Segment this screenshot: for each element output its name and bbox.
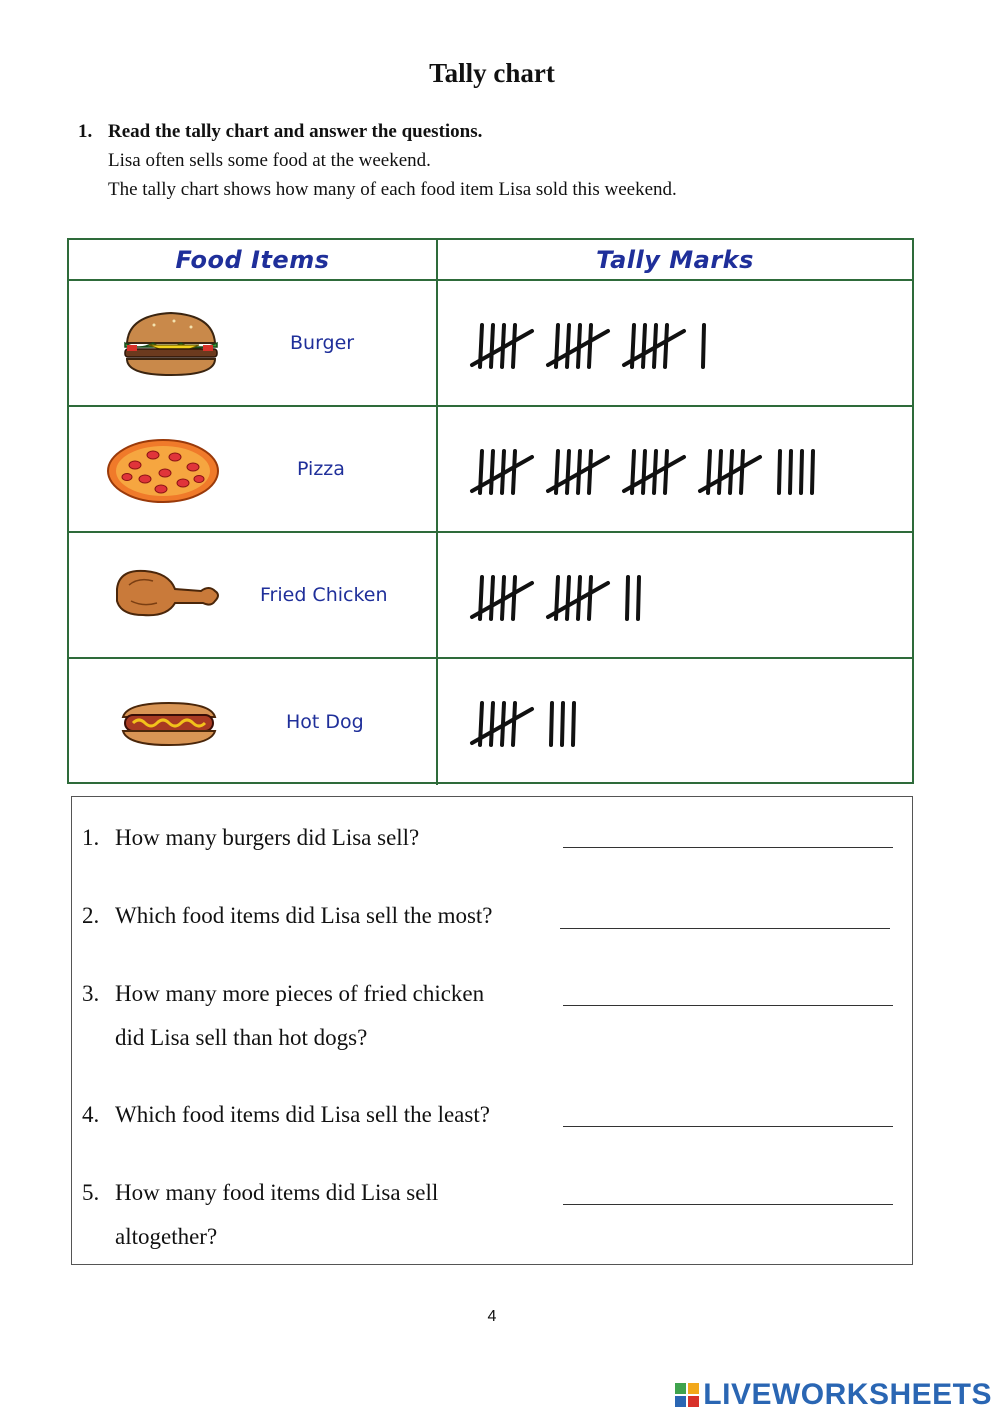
food-item-cell [69,659,438,785]
tally-mark [567,451,569,493]
answer-line-4[interactable] [563,1126,893,1127]
tally-mark [812,451,813,493]
question-number: 2. [82,903,100,928]
tally-mark [638,577,639,619]
instruction-line: Lisa often sells some food at the weekend. [108,150,431,171]
liveworksheets-logo-icon [675,1383,699,1407]
answer-line-1[interactable] [563,847,893,848]
question-number: 5. [82,1180,100,1205]
tally-mark [665,451,667,493]
tally-mark [589,325,591,367]
questions-box [71,796,913,1265]
tally-mark [491,451,493,493]
header-tally-marks: Tally Marks [596,245,754,274]
tally-marks [468,319,908,375]
table-row [69,533,912,659]
tally-mark [719,451,721,493]
food-item-cell [69,407,438,531]
tally-mark [643,325,645,367]
tally-mark [513,577,515,619]
tally-mark [567,577,569,619]
tally-mark [741,451,743,493]
food-label: Hot Dog [286,711,364,733]
page-title: Tally chart [429,58,555,88]
tally-mark [703,325,704,367]
question-text: altogether? [115,1224,218,1249]
tally-mark [491,325,493,367]
tally-mark [589,451,591,493]
tally-cell [438,659,912,785]
tally-mark [491,703,493,745]
page-number: 4 [487,1308,497,1325]
question-text: How many more pieces of fried chicken [115,981,485,1006]
answer-line-5[interactable] [563,1204,893,1205]
question-text: Which food items did Lisa sell the most? [115,903,493,928]
tally-mark [801,451,802,493]
tally-table [67,238,914,784]
question-number: 4. [82,1102,100,1127]
food-item-cell [69,533,438,657]
brand-name: LIVEWORKSHEETS [703,1378,992,1411]
question-number: 1. [82,825,100,850]
tally-mark [665,325,667,367]
question-1 [82,816,419,860]
tally-mark [491,577,493,619]
tally-mark [513,451,515,493]
question-5 [82,1171,438,1259]
instructions [78,117,677,204]
instruction-line: The tally chart shows how many of each food item Lisa sold this weekend. [108,179,677,200]
answer-line-3[interactable] [563,1005,893,1006]
tally-mark [551,703,552,745]
table-header [69,240,912,281]
instruction-heading: Read the tally chart and answer the questions. [108,121,483,142]
tally-mark [627,577,628,619]
tally-mark [562,703,563,745]
tally-mark [589,577,591,619]
table-row [69,407,912,533]
tally-marks [468,697,908,753]
burger-icon [119,309,239,379]
pizza-icon [105,435,225,505]
question-2 [82,894,493,938]
question-4 [82,1093,490,1137]
instruction-number: 1. [78,121,93,142]
food-label: Burger [290,332,355,354]
question-text: How many burgers did Lisa sell? [115,825,420,850]
tally-marks [468,445,908,501]
food-label: Pizza [297,458,345,480]
tally-mark [779,451,780,493]
fried-chicken-icon [109,561,229,631]
food-item-cell [69,281,438,405]
tally-mark [513,703,515,745]
tally-mark [573,703,574,745]
answer-line-2[interactable] [560,928,890,929]
tally-cell [438,281,912,405]
brand-logo [675,1378,992,1412]
question-3 [82,972,484,1060]
table-row [69,659,912,785]
tally-mark [643,451,645,493]
question-text: How many food items did Lisa sell [115,1180,439,1205]
hot-dog-icon [117,687,237,757]
food-label: Fried Chicken [260,584,388,606]
tally-mark [567,325,569,367]
tally-marks [468,571,908,627]
header-food-items: Food Items [69,240,438,279]
table-row [69,281,912,407]
tally-cell [438,533,912,657]
question-number: 3. [82,981,100,1006]
tally-cell [438,407,912,531]
tally-mark [513,325,515,367]
question-text: Which food items did Lisa sell the least? [115,1102,490,1127]
tally-mark [790,451,791,493]
question-text: did Lisa sell than hot dogs? [115,1025,368,1050]
